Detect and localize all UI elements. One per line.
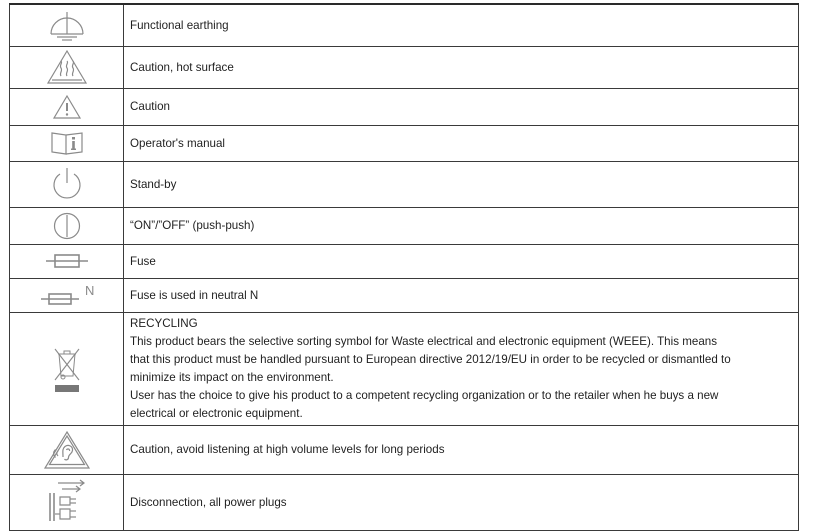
symbol-cell <box>10 278 124 312</box>
hot-surface-warning-icon <box>46 49 88 85</box>
symbol-cell <box>10 244 124 278</box>
description-cell <box>124 125 799 161</box>
row-text: “ON”/”OFF” (push-push) <box>130 219 255 232</box>
row-text: Caution, avoid listening at high volume levels for long periods <box>130 443 445 456</box>
description-cell <box>124 312 799 425</box>
description-cell <box>124 425 799 474</box>
description-cell <box>124 244 799 278</box>
hearing-warning-icon <box>43 430 91 470</box>
description-cell <box>124 207 799 244</box>
symbol-cell <box>10 46 124 88</box>
symbol-cell <box>10 425 124 474</box>
symbol-cell <box>10 88 124 125</box>
description-cell <box>124 161 799 207</box>
symbol-cell <box>10 161 124 207</box>
fuse-neutral-icon <box>37 283 97 307</box>
table-row <box>10 244 799 278</box>
recycling-line: minimize its impact on the environment. <box>130 370 334 384</box>
table-row <box>10 4 799 46</box>
table-row <box>10 425 799 474</box>
row-text: Fuse is used in neutral N <box>130 288 259 302</box>
recycling-line: that this product must be handled pursuant to European directive 2012/19/EU in order to be recycled or dismantled to <box>130 352 731 366</box>
table-row <box>10 46 799 88</box>
symbol-cell <box>10 4 124 46</box>
table-row <box>10 474 799 530</box>
table-row <box>10 278 799 312</box>
neutral-label: N <box>84 283 94 298</box>
row-text: Fuse <box>130 254 156 268</box>
row-text: Operator's manual <box>130 136 226 150</box>
symbol-cell <box>10 207 124 244</box>
description-cell <box>124 4 799 46</box>
description-cell <box>124 278 799 312</box>
functional-earth-icon <box>47 8 87 42</box>
weee-recycling-icon <box>51 344 83 394</box>
recycling-line: electrical or electronic equipment. <box>130 406 303 420</box>
caution-warning-icon <box>52 94 82 120</box>
table-row <box>10 161 799 207</box>
row-text: Caution <box>130 100 170 113</box>
recycling-line: User has the choice to give his product to a competent recycling organization or to the retailer when he buys a new <box>130 388 719 402</box>
symbols-table <box>9 3 799 531</box>
table-row <box>10 312 799 425</box>
fuse-icon <box>44 251 90 271</box>
description-cell <box>124 46 799 88</box>
recycling-line: This product bears the selective sorting symbol for Waste electrical and electronic equipment (WEEE). This means <box>130 334 718 348</box>
symbol-cell <box>10 125 124 161</box>
row-text: Stand-by <box>130 177 177 191</box>
description-cell <box>124 88 799 125</box>
symbol-cell <box>10 474 124 530</box>
on-off-push-icon <box>52 211 82 241</box>
row-text: Functional earthing <box>130 18 229 32</box>
row-text: Disconnection, all power plugs <box>130 495 287 509</box>
table-row <box>10 207 799 244</box>
description-cell <box>124 474 799 530</box>
table-row <box>10 88 799 125</box>
table-row <box>10 125 799 161</box>
standby-power-icon <box>49 166 85 202</box>
operator-manual-icon <box>50 130 84 156</box>
recycling-heading: RECYCLING <box>130 316 198 330</box>
symbol-cell <box>10 312 124 425</box>
row-text: Caution, hot surface <box>130 60 234 74</box>
disconnect-plugs-icon <box>46 479 88 525</box>
